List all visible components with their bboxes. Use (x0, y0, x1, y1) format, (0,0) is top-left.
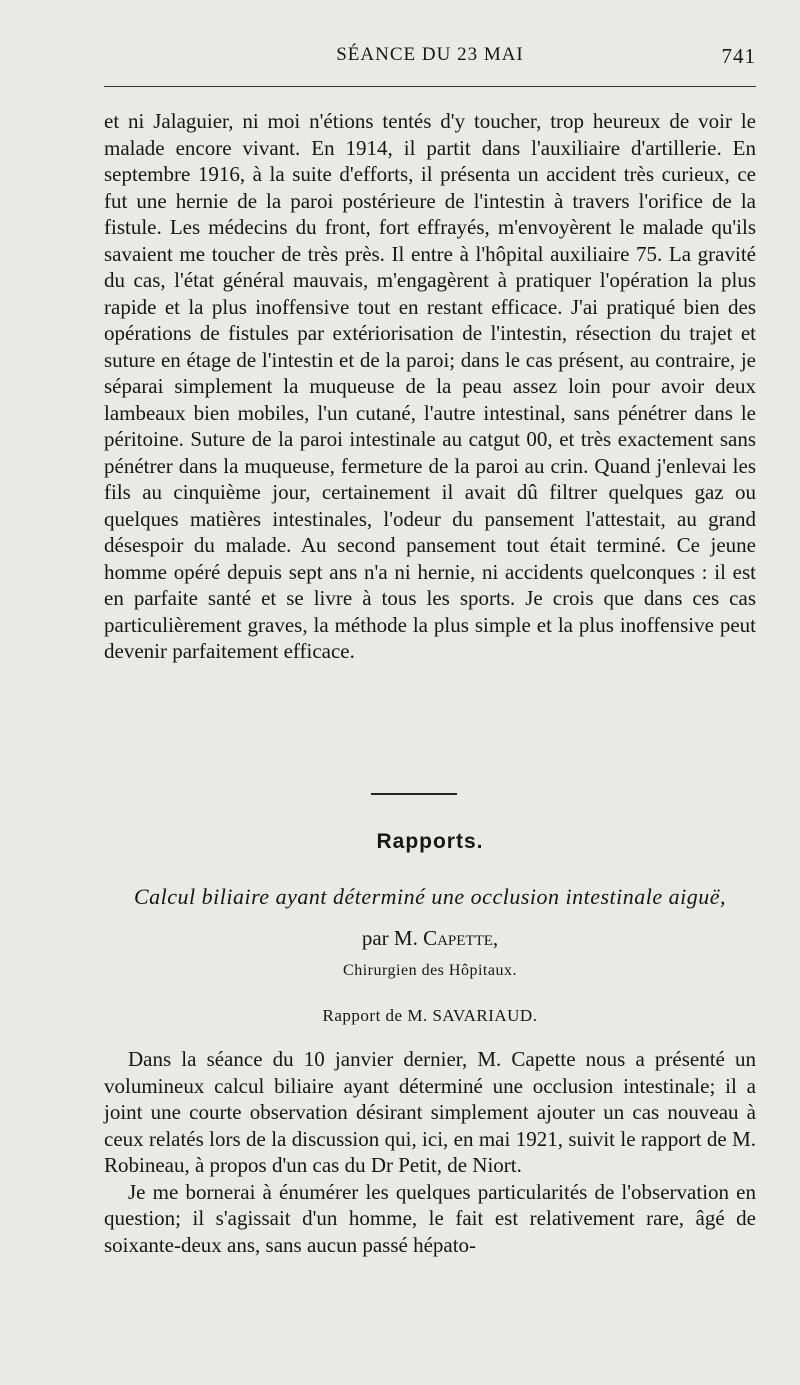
body-text (104, 108, 756, 665)
running-header-title: SÉANCE DU 23 MAI (336, 44, 524, 65)
report-attribution: Rapport de M. SAVARIAUD. (322, 1006, 538, 1025)
body-paragraph: et ni Jalaguier, ni moi n'étions tentés d'y toucher, trop heureux de voir le malade encore vivant. En 1914, il partit dans l'auxiliaire d'artillerie. En septembre 1916, à la suite d'efforts, il présenta un accident très curieux, ce fut une hernie de la paroi postérieure de l'intestin à travers l'orifice de la fistule. Les médecins du front, fort effrayés, m'envoyèrent le malade qu'ils savaient me toucher de très près. Il entre à l'hôpital auxiliaire 75. La gravité du cas, l'état général mauvais, m'engagèrent à pratiquer l'opération la plus rapide et la plus inoffensive tout en restant efficace. J'ai pratiqué bien des opérations de fistules par extériorisation de l'intestin, résection du trajet et suture en étage de l'intestin et de la paroi; dans le cas présent, au contraire, je séparai simplement la muqueuse de la peau assez loin pour avoir deux lambeaux bien mobiles, l'un cutané, l'autre intestinal, sans pénétrer dans le péritoine. Suture de la paroi intestinale au catgut 00, et très exactement sans pénétrer dans la muqueuse, fermeture de la paroi au crin. Quand j'enlevai les fils au cinquième jour, certainement il avait dû filtrer quelques gaz ou quelques matières intestinales, l'odeur du pansement l'attestait, au grand désespoir du malade. Au second pansement tout était terminé. Ce jeune homme opéré depuis sept ans n'a ni hernie, ni accidents quelconques : il est en parfaite santé et se livre à tous les sports. Je crois que dans ces cas particulièrement graves, la méthode la plus simple et la plus inoffensive peut devenir parfaitement efficace. (104, 109, 756, 663)
report-paragraph-1: Dans la séance du 10 janvier dernier, M. Capette nous a présenté un volumineux calcul biliaire ayant déterminé une occlusion intestinale; il a joint une courte observation désirant simplement ajouter un cas nouveau à ceux relatés lors de la discussion qui, ici, en mai 1921, suivit le rapport de M. Robineau, à propos d'un cas du Dr Petit, de Niort. (104, 1047, 756, 1177)
article-title: Calcul biliaire ayant déterminé une occlusion intestinale aiguë, (133, 884, 727, 909)
author-name: Capette, (423, 926, 499, 950)
header-rule (104, 86, 756, 87)
running-header (104, 44, 756, 74)
author-prefix: par M. (361, 926, 418, 950)
report-text (104, 1046, 756, 1258)
report-paragraph-2: Je me bornerai à énumérer les quelques particularités de l'observation en question; il s'agissait d'un homme, le fait est relativement rare, âgé de soixante-deux ans, sans aucun passé hépato- (104, 1179, 756, 1257)
section-heading: Rapports. (376, 830, 484, 853)
article-author (104, 926, 756, 951)
page-number: 741 (721, 44, 756, 68)
author-affiliation: Chirurgien des Hôpitaux. (343, 962, 517, 979)
section-separator (371, 793, 457, 795)
